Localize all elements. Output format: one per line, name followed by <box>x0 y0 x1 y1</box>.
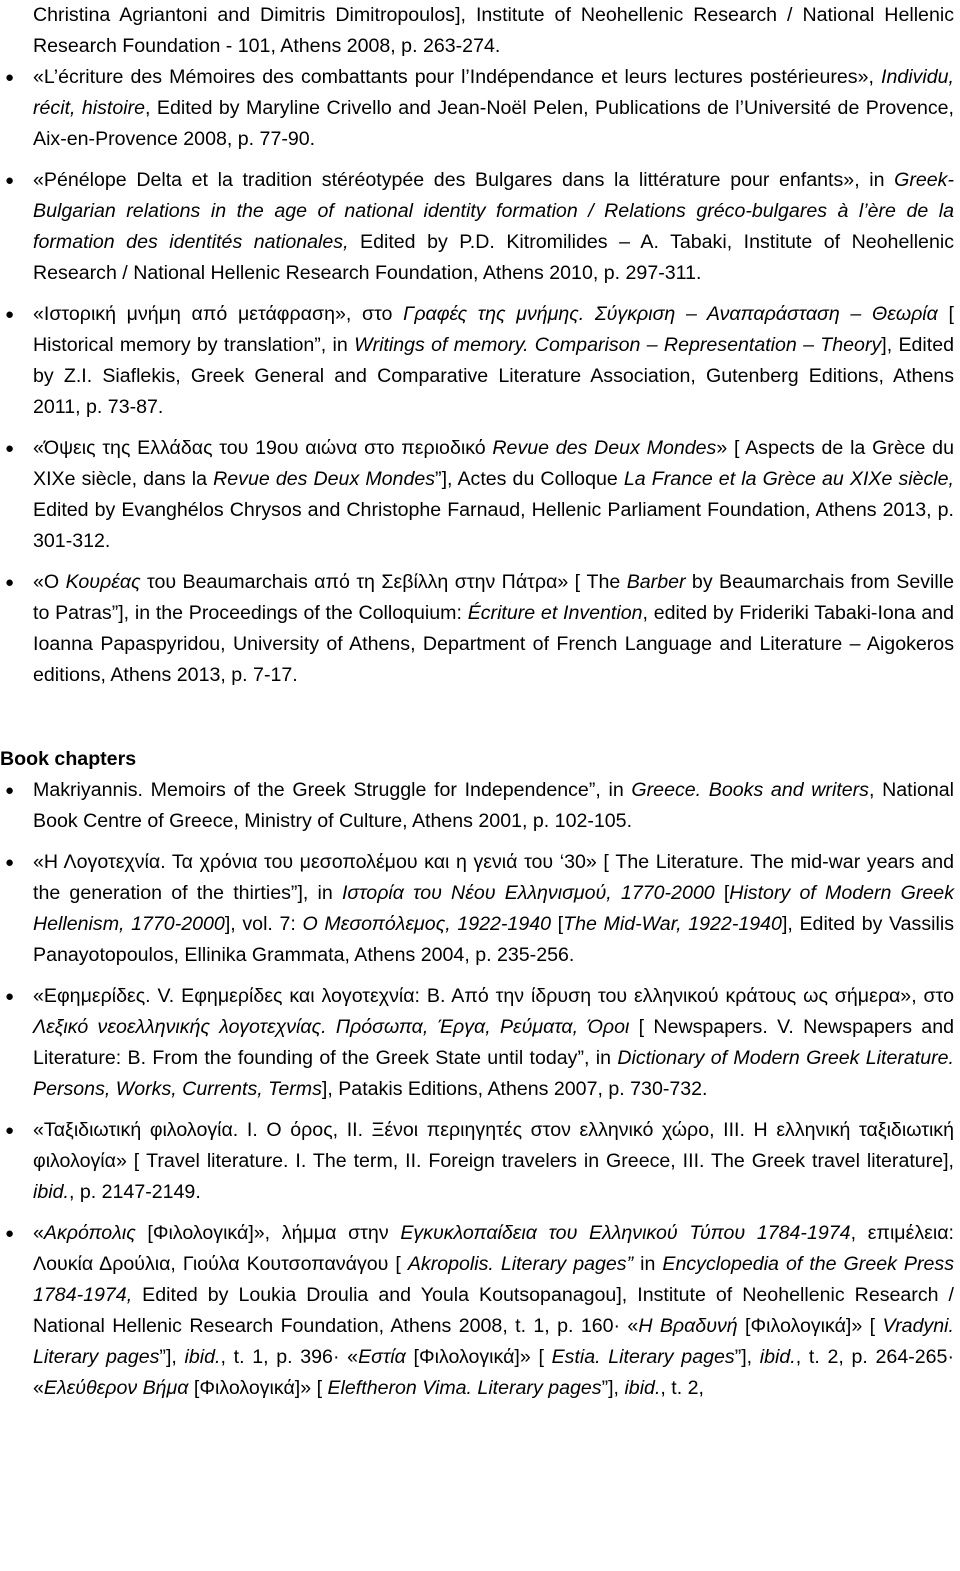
chapter-item: ● «Εφημερίδες. V. Εφημερίδες και λογοτεχνία: Β. Από την ίδρυση του ελληνικού κράτους ως σήμερα», στο Λεξικό νεοελληνικής λογοτεχνίας. Πρόσωπα, Έργα, Ρεύματα, Όροι [ Newspapers. V. Newspapers and Literature: B. From the founding of the Greek State until today”, in Dictionary of Modern Greek Literature. Persons, Works, Currents, Terms], Patakis Editions, Athens 2007, p. 730-732. <box>33 981 954 1105</box>
bullet-icon: ● <box>5 172 15 189</box>
chapter-item: ● Makriyannis. Memoirs of the Greek Struggle for Independence”, in Greece. Books and writers, National Book Centre of Greece, Ministry of Culture, Athens 2001, p. 102-105. <box>33 775 954 837</box>
article-item: ● «Ο Κουρέας του Beaumarchais από τη Σεβίλλη στην Πάτρα» [ The Barber by Beaumarchais from Seville to Patras”], in the Proceedings of the Colloquium: Écriture et Invention, edited by Frideriki Tabaki-Iona and Ioanna Papaspyridou, University of Athens, Department of French Language and Literature – Aigokeros editions, Athens 2013, p. 7-17. <box>33 567 954 691</box>
bullet-icon: ● <box>5 782 15 799</box>
bullet-icon: ● <box>5 1225 15 1242</box>
chapter-item: ● «Ταξιδιωτική φιλολογία. Ι. Ο όρος, ΙΙ. Ξένοι περιηγητές στον ελληνικό χώρο, ΙΙΙ. Η ελληνική ταξιδιωτική φιλολογία» [ Travel literature. I. The term, II. Foreign travelers in Greece, III. The Greek travel literature], ibid., p. 2147-2149. <box>33 1115 954 1208</box>
article-item: ● «Pénélope Delta et la tradition stéréotypée des Bulgares dans la littérature pour enfants», in Greek-Bulgarian relations in the age of national identity formation / Relations gréco-bulgares à l’ère de la formation des identités nationales, Edited by P.D. Kitromilides – A. Tabaki, Institute of Neohellenic Research / National Hellenic Research Foundation, Athens 2010, p. 297-311. <box>33 165 954 289</box>
bullet-icon: ● <box>5 440 15 457</box>
article-item: ● «L’écriture des Mémoires des combattants pour l’Indépendance et leurs lectures postérieures», Individu, récit, histoire, Edited by Maryline Crivello and Jean-Noël Pelen, Publications de l’Université de Provence, Aix-en-Provence 2008, p. 77-90. <box>33 62 954 155</box>
bullet-icon: ● <box>5 306 15 323</box>
intro-paragraph: Christina Agriantoni and Dimitris Dimitropoulos], Institute of Neohellenic Research / National Hellenic Research Foundation - 101, Athens 2008, p. 263-274. <box>33 4 954 57</box>
bullet-icon: ● <box>5 69 15 86</box>
bullet-icon: ● <box>5 988 15 1005</box>
section-heading-book-chapters: Book chapters <box>0 748 137 770</box>
bullet-icon: ● <box>5 1122 15 1139</box>
bullet-icon: ● <box>5 574 15 591</box>
article-item: ● «Ιστορική μνήμη από μετάφραση», στο Γραφές της μνήμης. Σύγκριση – Αναπαράσταση – Θεωρία [ Historical memory by translation”, in Writings of memory. Comparison – Representation – Theory], Edited by Z.I. Siaflekis, Greek General and Comparative Literature Association, Gutenberg Editions, Athens 2011, p. 73-87. <box>33 299 954 423</box>
chapter-item: ● «Ακρόπολις [Φιλολογικά]», λήμμα στην Εγκυκλοπαίδεια του Ελληνικού Τύπου 1784-1974, επιμέλεια: Λουκία Δρούλια, Γιούλα Κουτσοπανάγου [ Akropolis. Literary pages” in Encyclopedia of the Greek Press 1784-1974, Edited by Loukia Droulia and Youla Koutsopanagou], Institute of Neohellenic Research / National Hellenic Research Foundation, Athens 2008, t. 1, p. 160· «Η Βραδυνή [Φιλολογικά]» [ Vradyni. Literary pages”], ibid., t. 1, p. 396· «Εστία [Φιλολογικά]» [ Estia. Literary pages”], ibid., t. 2, p. 264-265· «Ελεύθερον Βήμα [Φιλολογικά]» [ Eleftheron Vima. Literary pages”], ibid., t. 2, <box>33 1218 954 1404</box>
bullet-icon: ● <box>5 854 15 871</box>
article-item: ● «Όψεις της Ελλάδας του 19ου αιώνα στο περιοδικό Revue des Deux Mondes» [ Aspects de la Grèce du XIXe siècle, dans la Revue des Deux Mondes”], Actes du Colloque La France et la Grèce au XIXe siècle, Edited by Evanghélos Chrysos and Christophe Farnaud, Hellenic Parliament Foundation, Athens 2013, p. 301-312. <box>33 433 954 557</box>
chapter-item: ● «Η Λογοτεχνία. Τα χρόνια του μεσοπολέμου και η γενιά του ‘30» [ The Literature. The mid-war years and the generation of the thirties”], in Ιστορία του Νέου Ελληνισμού, 1770-2000 [History of Modern Greek Hellenism, 1770-2000], vol. 7: Ο Μεσοπόλεμος, 1922-1940 [The Mid-War, 1922-1940], Edited by Vassilis Panayotopoulos, Ellinika Grammata, Athens 2004, p. 235-256. <box>33 847 954 971</box>
